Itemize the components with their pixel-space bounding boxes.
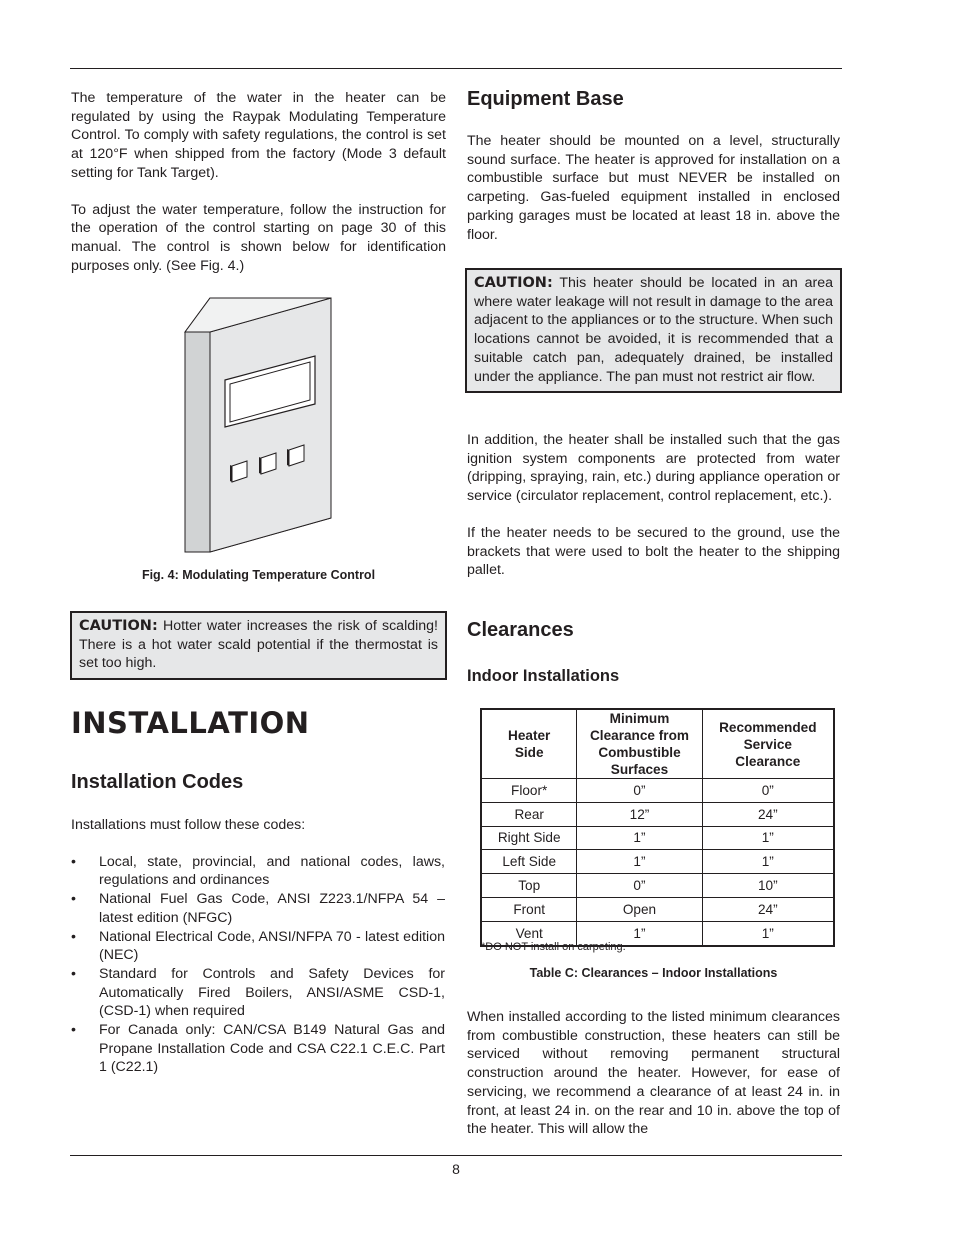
table-row: Right Side 1” 1” — [481, 826, 834, 850]
top-rule — [70, 68, 842, 69]
modulating-temperature-control-illustration — [180, 294, 336, 556]
header-min-clearance: Minimum Clearance from Combustible Surfaces — [577, 709, 702, 779]
clearances-table-wrap — [480, 708, 835, 947]
caution-box-leakage — [465, 268, 842, 393]
figure-caption: Fig. 4: Modulating Temperature Control — [141, 568, 376, 582]
caution-text: CAUTION: This heater should be located in an area where water leakage will not result in damage to the area adjacent to the appliances or to the structure. When such locations cannot be avoided, it is recommended that a suitable catch pan, adequately drained, be installed under the appliance. The pan must not restrict air flow. — [474, 275, 833, 385]
codes-intro: Installations must follow these codes: — [71, 817, 306, 833]
intro-paragraph-2: To adjust the water temperature, follow the instruction for the operation of the control starting on page 30 of this manual. The control is shown below for identification purposes only. (See Fig. 4.) — [71, 201, 446, 274]
table-note: *DO NOT install on carpeting. — [481, 941, 626, 953]
list-item: • Standard for Controls and Safety Devices for Automatically Fired Boilers, ANSI/ASME CSD-1, (CSD-1) when required — [71, 965, 445, 1020]
indoor-installations-heading: Indoor Installations — [467, 667, 620, 685]
caution-label: CAUTION: — [79, 618, 158, 634]
table-caption: Table C: Clearances – Indoor Installations — [529, 966, 778, 980]
equipment-base-text: The heater should be mounted on a level, structurally sound surface. The heater is approved for installation on a combustible surface but must NEVER be installed on carpeting. Gas-fueled equipment installed in enclosed parking garages must be located at least 18 in. above the floor. — [467, 133, 840, 243]
table-header-row — [481, 709, 834, 779]
bottom-rule — [70, 1155, 842, 1156]
final-text — [467, 1008, 840, 1139]
table-row: Front Open 24” — [481, 897, 834, 921]
left-column — [71, 89, 446, 275]
list-item: • National Electrical Code, ANSI/NFPA 70 - latest edition (NEC) — [71, 928, 445, 964]
table-row: Left Side 1” 1” — [481, 850, 834, 874]
additional-text — [467, 431, 840, 580]
codes-list — [71, 853, 445, 1077]
final-paragraph: When installed according to the listed minimum clearances from combustible construction, these heaters can still be serviced without removing permanent structural construction around the heater. However, for ease of servicing, we recommend a clearance of at least 24 in. in front, at least 24 in. on the rear and 10 in. above the top of the heater. This will allow the — [467, 1009, 840, 1138]
addition-paragraph: In addition, the heater shall be installed such that the gas ignition system components are protected from water (dripping, spraying, rain, etc.) during appliance operation or service (circulator replacement, control replacement, etc.). — [467, 432, 840, 505]
clearances-heading: Clearances — [467, 619, 574, 641]
installation-heading: INSTALLATION — [71, 706, 310, 740]
equipment-base-heading: Equipment Base — [467, 88, 624, 110]
table-row: Top 0” 10” — [481, 874, 834, 898]
list-item: • Local, state, provincial, and national codes, laws, regulations and ordinances — [71, 853, 445, 889]
table-row: Floor* 0” 0” — [481, 779, 834, 803]
caution-label: CAUTION: — [474, 275, 553, 291]
caution-box-scald — [70, 611, 447, 680]
intro-paragraph-1: The temperature of the water in the heater can be regulated by using the Raypak Modulating Temperature Control. To comply with safety regulations, the control is set at 120°F when shipped from the factory (Mode 3 default setting for Tank Target). — [71, 90, 446, 181]
clearances-table — [480, 708, 835, 947]
table-row: Vent 1” 1” — [481, 921, 834, 945]
installation-codes-heading: Installation Codes — [71, 771, 244, 793]
codes-section — [71, 816, 445, 1077]
table-row: Rear 12” 24” — [481, 802, 834, 826]
header-service-clearance: Recommended Service Clearance — [702, 709, 834, 779]
secure-paragraph: If the heater needs to be secured to the ground, use the brackets that were used to bolt the heater to the shipping pallet. — [467, 524, 840, 579]
header-heater-side: Heater Side — [481, 709, 577, 779]
list-item: • For Canada only: CAN/CSA B149 Natural Gas and Propane Installation Code and CSA C22.1 C.E.C. Part 1 (C22.1) — [71, 1022, 445, 1076]
caution-text: CAUTION: Hotter water increases the risk of scalding! There is a hot water scald potential if the thermostat is set too high. — [79, 618, 438, 672]
page-number: 8 — [452, 1161, 460, 1177]
list-item: • National Fuel Gas Code, ANSI Z223.1/NFPA 54 – latest edition (NFGC) — [71, 891, 445, 926]
